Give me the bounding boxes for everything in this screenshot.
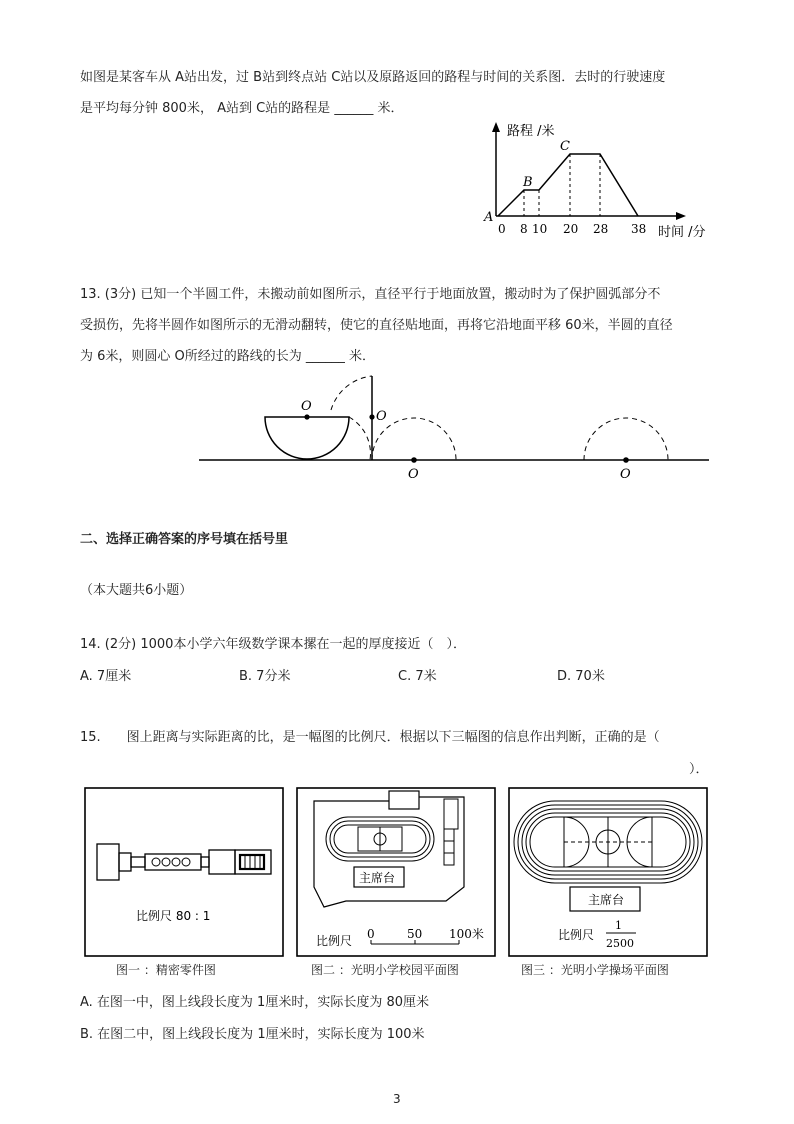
landed-center-label: O xyxy=(408,467,419,482)
semicircle-rolling-figure xyxy=(195,370,715,485)
figure-3-playground-map xyxy=(508,787,708,957)
q15-stem-end: ）． xyxy=(689,762,709,777)
figure-2-tick-100: 100米 xyxy=(449,927,484,941)
point-b-label: B xyxy=(523,175,533,190)
point-c-label: C xyxy=(560,139,570,154)
figure-1-scale: 比例尺 80 : 1 xyxy=(136,909,211,923)
q14-stem: 14. (2分) 1000本小学六年级数学课本摞在一起的厚度接近（ ）． xyxy=(80,637,466,652)
vertical-center xyxy=(369,414,374,419)
figure-2-school-map xyxy=(296,787,496,957)
y-axis-label: 路程 /米 xyxy=(507,124,555,139)
q14-option-c[interactable]: C. 7米 xyxy=(398,669,437,684)
page-number: 3 xyxy=(393,1092,401,1106)
figure-2-scale-label: 比例尺 xyxy=(316,934,353,948)
initial-center xyxy=(304,414,309,419)
figure-1-frame xyxy=(85,788,283,956)
landed-center xyxy=(411,457,417,463)
q14-option-d[interactable]: D. 70米 xyxy=(557,669,605,684)
figure-2-tick-0: 0 xyxy=(367,927,375,941)
q14-option-b[interactable]: B. 7分米 xyxy=(239,669,291,684)
figure-1-precision-part xyxy=(84,787,284,957)
x-axis-label: 时间 /分 xyxy=(658,225,706,240)
tick-28: 28 xyxy=(593,222,609,236)
x-axis-arrow xyxy=(676,212,686,220)
translated-semicircle xyxy=(584,418,668,460)
q13-line-3: 为 6米，则圆心 O所经过的路线的长为 ______ 米． xyxy=(80,349,376,364)
section-2-note: （本大题共6小题） xyxy=(80,583,193,598)
q15-stem: 15. 图上距离与实际距离的比，是一幅图的比例尺．根据以下三幅图的信息作出判断，正确的是（ xyxy=(80,730,660,745)
tick-10: 10 xyxy=(532,222,548,236)
q14-option-a[interactable]: A. 7厘米 xyxy=(80,669,132,684)
vertical-center-label: O xyxy=(376,409,387,424)
q15-option-b[interactable]: B. 在图二中，图上线段长度为 1厘米时，实际长度为 100米 xyxy=(80,1027,425,1042)
distance-time-graph xyxy=(480,118,720,243)
initial-semicircle xyxy=(265,417,349,459)
y-axis-arrow xyxy=(492,122,500,132)
q15-option-a[interactable]: A. 在图一中，图上线段长度为 1厘米时，实际长度为 80厘米 xyxy=(80,995,430,1010)
figure-2-caption: 图二 ：光明小学校园平面图 xyxy=(311,963,459,977)
figure-3-scale-denominator: 2500 xyxy=(606,937,634,950)
figure-3-scale-label: 比例尺 xyxy=(558,928,595,942)
initial-center-label: O xyxy=(301,399,312,414)
tick-0: 0 xyxy=(498,222,506,236)
figure-3-caption: 图三 ：光明小学操场平面图 xyxy=(521,963,669,977)
translated-center-label: O xyxy=(620,467,631,482)
route-line xyxy=(498,154,638,216)
translated-center xyxy=(623,457,629,463)
section-2-title: 二、选择正确答案的序号填在括号里 xyxy=(80,532,289,547)
figure-2-tick-50: 50 xyxy=(407,927,423,941)
rotation-path-lower xyxy=(349,417,370,460)
tick-38: 38 xyxy=(631,222,647,236)
landed-semicircle xyxy=(372,418,456,460)
tick-8: 8 xyxy=(520,222,528,236)
figure-3-stand: 主席台 xyxy=(588,893,625,907)
q13-line-2: 受损伤，先将半圆作如图所示的无滑动翻转，使它的直径贴地面，再将它沿地面平移 60米，半圆的直径 xyxy=(80,318,673,333)
figure-2-stand: 主席台 xyxy=(359,871,396,885)
figure-1-caption: 图一 ：精密零件图 xyxy=(116,963,216,977)
q12-line-2: 是平均每分钟 800米， A站到 C站的路程是 ______ 米． xyxy=(80,101,404,116)
point-a-label: A xyxy=(484,210,494,225)
q13-line-1: 13. (3分) 已知一个半圆工件，未搬动前如图所示，直径平行于地面放置，搬动时为了保护圆弧部分不 xyxy=(80,287,661,302)
tick-20: 20 xyxy=(563,222,579,236)
figure-3-scale-numerator: 1 xyxy=(615,919,622,932)
q12-line-1: 如图是某客车从 A站出发，过 B站到终点站 C站以及原路返回的路程与时间的关系图．去时的行驶速度 xyxy=(80,70,666,85)
rotation-arc xyxy=(331,376,372,410)
